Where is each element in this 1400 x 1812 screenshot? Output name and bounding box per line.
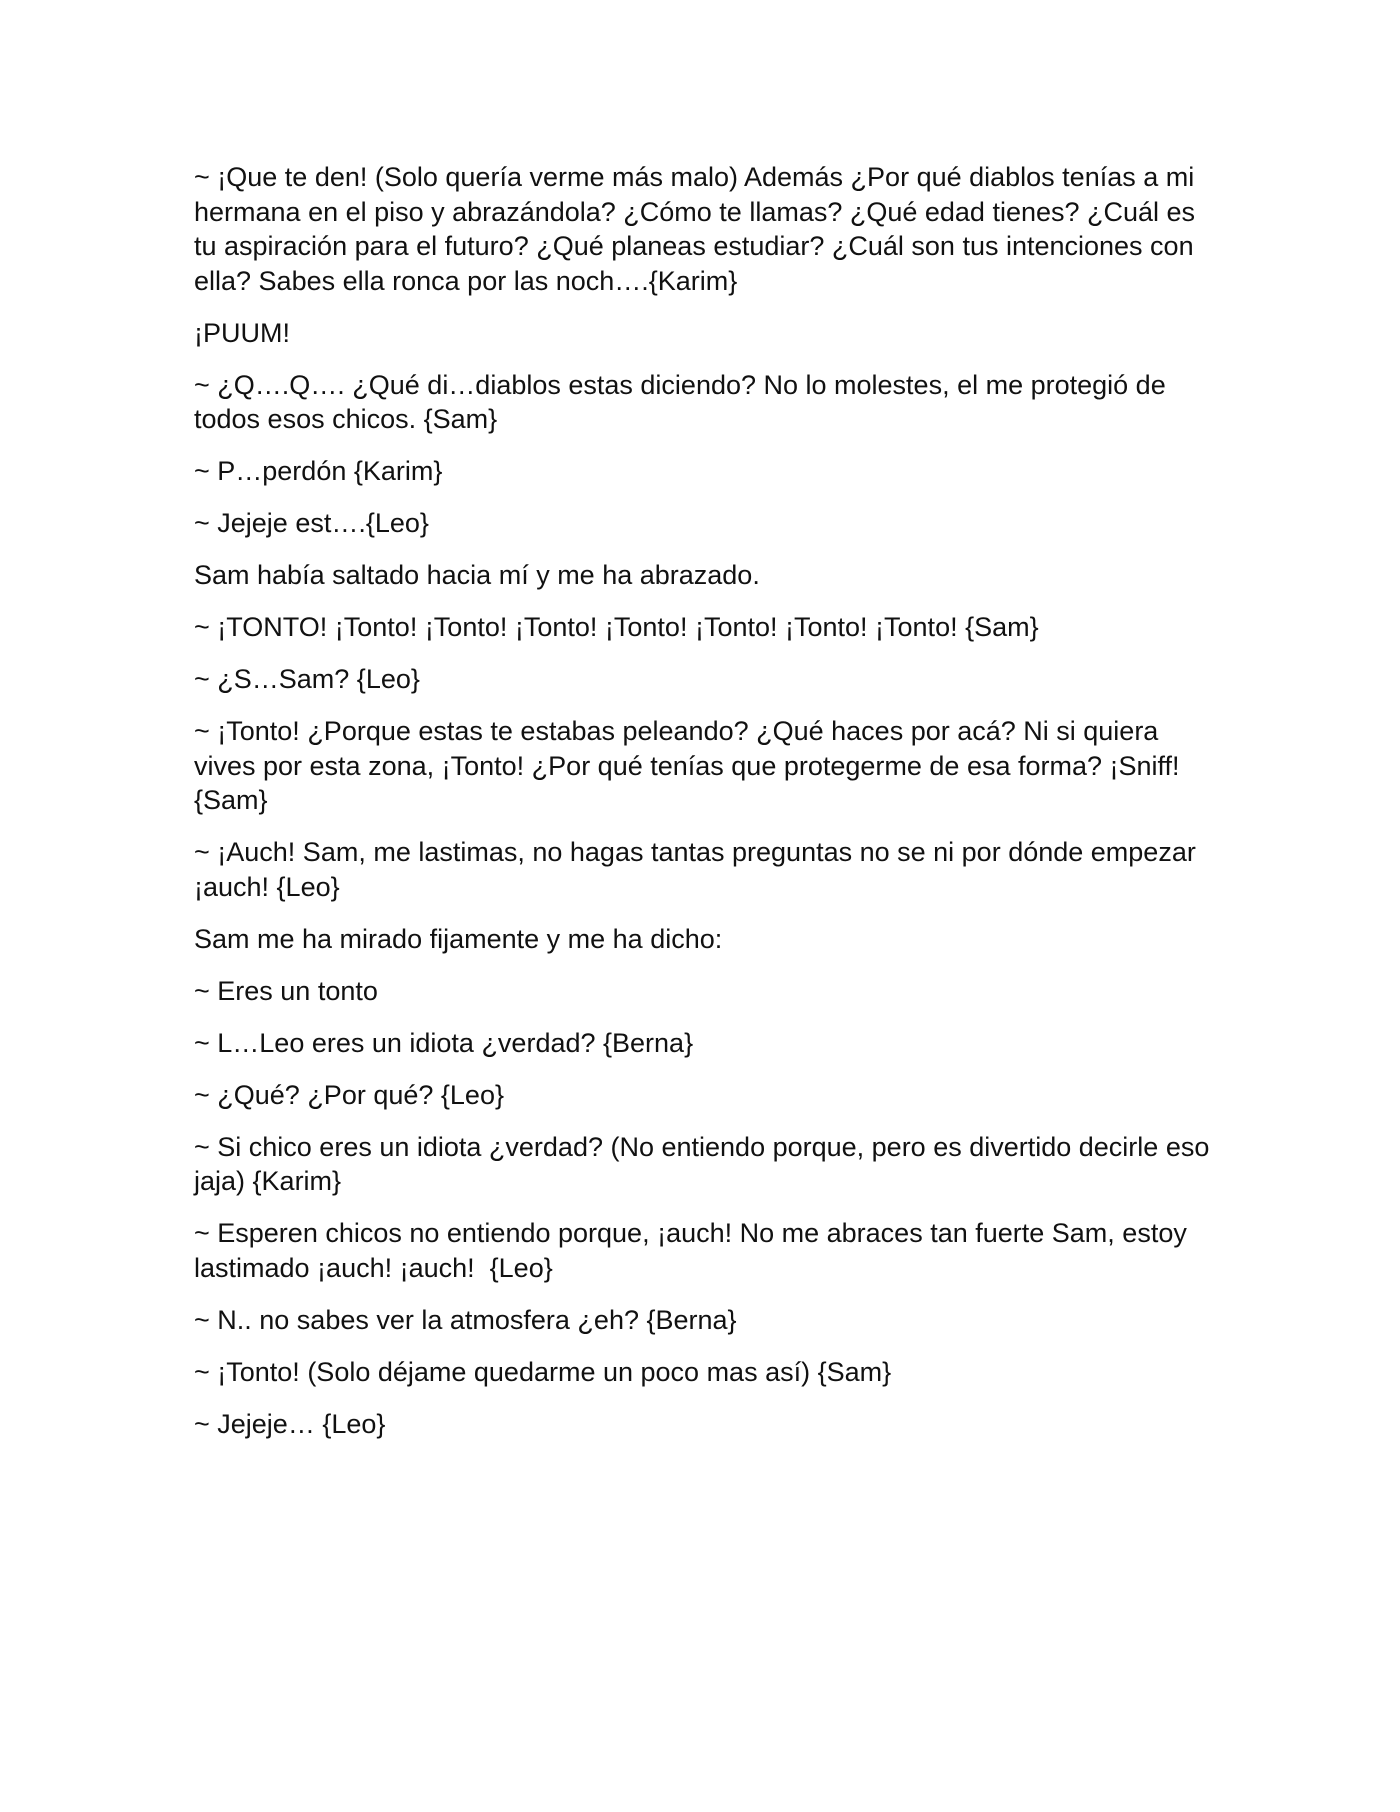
paragraph: Sam me ha mirado fijamente y me ha dicho: xyxy=(194,923,723,954)
paragraph: ~ ¡Tonto! (Solo déjame quedarme un poco mas así) {Sam} xyxy=(194,1356,892,1387)
paragraph: ~ ¿Qué? ¿Por qué? {Leo} xyxy=(194,1079,504,1110)
paragraph: ~ ¡Auch! Sam, me lastimas, no hagas tantas preguntas no se ni por dónde empezar ¡auch! {Leo} xyxy=(194,837,1204,902)
paragraph: ~ Si chico eres un idiota ¿verdad? (No entiendo porque, pero es divertido decirle eso jaja) {Karim} xyxy=(194,1131,1217,1196)
paragraph: ~ Jejeje… {Leo} xyxy=(194,1408,386,1439)
paragraph: ~ ¿S…Sam? {Leo} xyxy=(194,664,420,694)
paragraph: ~ ¡Tonto! ¿Porque estas te estabas peleando? ¿Qué haces por acá? Ni si quiera vives por esta zona, ¡Tonto! ¿Por qué tenías que protegerme de esa forma? ¡Sniff! {Sam} xyxy=(194,716,1188,815)
paragraph: ~ N.. no sabes ver la atmosfera ¿eh? {Berna} xyxy=(194,1304,737,1335)
document-body xyxy=(194,160,1224,1459)
paragraph: ~ P…perdón {Karim} xyxy=(194,456,443,486)
paragraph: ¡PUUM! xyxy=(194,317,290,348)
paragraph: ~ Jejeje est….{Leo} xyxy=(194,508,429,538)
paragraph: ~ ¿Q….Q…. ¿Qué di…diablos estas diciendo? No lo molestes, el me protegió de todos esos chicos. {Sam} xyxy=(194,369,1174,434)
paragraph: Sam había saltado hacia mí y me ha abrazado. xyxy=(194,560,760,590)
paragraph: ~ ¡Que te den! (Solo quería verme más malo) Además ¿Por qué diablos tenías a mi hermana en el piso y abrazándola? ¿Cómo te llamas? ¿Qué edad tienes? ¿Cuál es tu aspiración para el futuro? ¿Qué planeas estudiar? ¿Cuál son tus intenciones con ella? Sabes ella ronca por las noch….{Karim} xyxy=(194,162,1203,296)
paragraph: ~ Eres un tonto xyxy=(194,975,378,1006)
paragraph: ~ ¡TONTO! ¡Tonto! ¡Tonto! ¡Tonto! ¡Tonto! ¡Tonto! ¡Tonto! ¡Tonto! {Sam} xyxy=(194,612,1039,642)
paragraph: ~ Esperen chicos no entiendo porque, ¡auch! No me abraces tan fuerte Sam, estoy lastimado ¡auch! ¡auch! {Leo} xyxy=(194,1218,1195,1283)
paragraph: ~ L…Leo eres un idiota ¿verdad? {Berna} xyxy=(194,1027,694,1058)
